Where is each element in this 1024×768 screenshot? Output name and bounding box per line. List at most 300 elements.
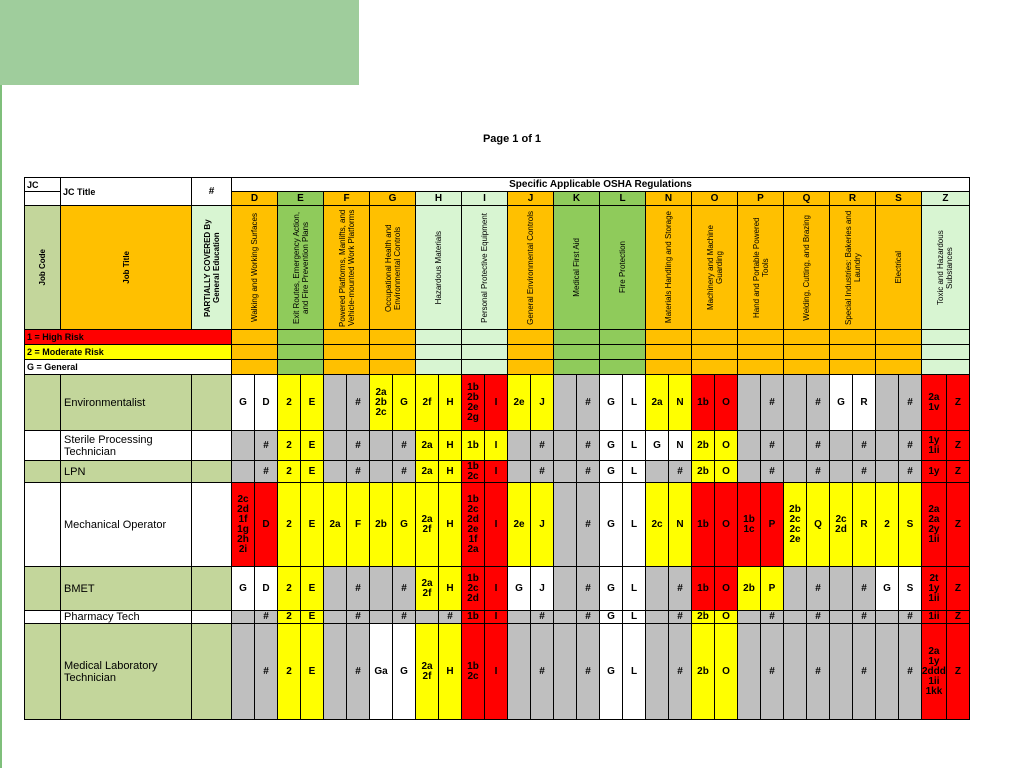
- risk-cell: E: [301, 624, 324, 720]
- risk-cell: Ga: [370, 624, 393, 720]
- group-name-r-label: Special Industries: Bakeries and Laundry: [843, 210, 862, 325]
- risk-cell: 2a 2f: [416, 624, 439, 720]
- risk-cell: [646, 624, 669, 720]
- legend-fill: [692, 345, 738, 360]
- risk-cell: #: [761, 375, 784, 431]
- table-row: [25, 567, 970, 611]
- group-name-k-label: Medical First Aid: [572, 238, 581, 297]
- group-letter-k: K: [554, 192, 600, 206]
- risk-cell: #: [669, 567, 692, 611]
- legend-fill: [600, 330, 646, 345]
- risk-cell: #: [853, 611, 876, 624]
- risk-cell: #: [899, 461, 922, 483]
- legend-fill: [416, 360, 462, 375]
- risk-cell: Z: [946, 461, 969, 483]
- risk-cell: [554, 375, 577, 431]
- risk-cell: O: [715, 483, 738, 567]
- group-name-i: [462, 206, 508, 330]
- risk-cell: 2b: [692, 461, 715, 483]
- group-letter-n: N: [646, 192, 692, 206]
- risk-cell: G: [600, 624, 623, 720]
- risk-cell: #: [577, 567, 600, 611]
- risk-cell: E: [301, 375, 324, 431]
- risk-cell: G: [600, 611, 623, 624]
- group-name-j-label: General Environmental Controls: [526, 210, 535, 325]
- risk-cell: N: [669, 483, 692, 567]
- risk-cell: #: [577, 624, 600, 720]
- job-code-cell: [25, 483, 61, 567]
- risk-cell: [738, 375, 761, 431]
- risk-cell: 2c 2d: [830, 483, 853, 567]
- risk-cell: [830, 461, 853, 483]
- risk-cell: D: [255, 567, 278, 611]
- group-name-p: [738, 206, 784, 330]
- legend-fill: [232, 345, 278, 360]
- risk-cell: [830, 431, 853, 461]
- risk-cell: I: [485, 431, 508, 461]
- table-row: [25, 431, 970, 461]
- risk-cell: 2b: [738, 567, 761, 611]
- group-name-n-label: Materials Handling and Storage: [664, 211, 673, 324]
- risk-cell: #: [807, 567, 830, 611]
- risk-cell: 2: [278, 483, 301, 567]
- osha-matrix-table: [24, 177, 970, 720]
- risk-cell: #: [899, 431, 922, 461]
- risk-cell: I: [485, 375, 508, 431]
- risk-cell: #: [807, 375, 830, 431]
- legend-fill: [554, 345, 600, 360]
- risk-cell: E: [301, 431, 324, 461]
- risk-cell: O: [715, 461, 738, 483]
- risk-cell: #: [853, 431, 876, 461]
- risk-cell: 2b: [692, 611, 715, 624]
- group-letter-g: G: [370, 192, 416, 206]
- risk-cell: H: [439, 483, 462, 567]
- header-jc: JC: [25, 178, 61, 192]
- legend-fill: [324, 360, 370, 375]
- risk-cell: 2c 2d 1f 1g 2h 2i: [232, 483, 255, 567]
- risk-cell: [370, 461, 393, 483]
- risk-cell: O: [715, 567, 738, 611]
- risk-cell: P: [761, 567, 784, 611]
- group-name-f: [324, 206, 370, 330]
- risk-cell: #: [347, 431, 370, 461]
- risk-cell: H: [439, 431, 462, 461]
- risk-cell: L: [623, 567, 646, 611]
- job-code-cell: [25, 611, 61, 624]
- risk-cell: #: [347, 461, 370, 483]
- risk-cell: #: [347, 567, 370, 611]
- risk-cell: #: [393, 461, 416, 483]
- group-letter-o: O: [692, 192, 738, 206]
- risk-cell: 2b 2c 2c 2e: [784, 483, 807, 567]
- risk-cell: 1b 1c: [738, 483, 761, 567]
- legend-fill: [462, 360, 508, 375]
- risk-cell: 2a 2a 2y 1ii: [922, 483, 947, 567]
- risk-cell: 2: [278, 431, 301, 461]
- risk-cell: [508, 431, 531, 461]
- table-row: [25, 375, 970, 431]
- risk-cell: [830, 624, 853, 720]
- risk-cell: Z: [946, 567, 969, 611]
- job-code-header-label: Job Code: [38, 249, 47, 286]
- risk-cell: 1b: [692, 483, 715, 567]
- risk-cell: 2f: [416, 375, 439, 431]
- group-name-q-label: Welding, Cutting, and Brazing: [802, 214, 811, 321]
- group-name-n: [646, 206, 692, 330]
- group-letter-d: D: [232, 192, 278, 206]
- group-name-e: [278, 206, 324, 330]
- risk-cell: N: [669, 375, 692, 431]
- risk-cell: Z: [946, 375, 969, 431]
- risk-cell: [232, 431, 255, 461]
- legend-fill: [278, 330, 324, 345]
- risk-cell: G: [232, 567, 255, 611]
- risk-cell: E: [301, 483, 324, 567]
- risk-cell: 1b 2c 2d 2e 1f 2a: [462, 483, 485, 567]
- legend-fill: [600, 360, 646, 375]
- legend-fill: [462, 330, 508, 345]
- partially-covered-cell: [192, 483, 232, 567]
- legend-fill: [738, 360, 784, 375]
- risk-cell: [784, 431, 807, 461]
- risk-cell: N: [669, 431, 692, 461]
- legend-fill: [646, 345, 692, 360]
- risk-cell: [646, 611, 669, 624]
- risk-cell: #: [347, 375, 370, 431]
- risk-cell: [508, 624, 531, 720]
- group-name-h: [416, 206, 462, 330]
- legend-fill: [554, 360, 600, 375]
- legend-fill: [876, 360, 922, 375]
- risk-cell: #: [669, 461, 692, 483]
- risk-cell: #: [255, 461, 278, 483]
- risk-cell: G: [600, 567, 623, 611]
- risk-cell: I: [485, 461, 508, 483]
- legend-fill: [370, 360, 416, 375]
- legend-fill: [416, 330, 462, 345]
- group-letter-r: R: [830, 192, 876, 206]
- risk-cell: E: [301, 461, 324, 483]
- legend-fill: [784, 360, 830, 375]
- risk-cell: #: [899, 375, 922, 431]
- group-name-f-label: Powered Platforms, Manlifts, and Vehicle-mounted Work Platforms: [337, 208, 356, 327]
- job-title-cell: Environmentalist: [61, 375, 192, 431]
- table-row: [25, 611, 970, 624]
- page-label: Page 1 of 1: [482, 133, 542, 145]
- job-title-cell: Sterile Processing Technician: [61, 431, 192, 461]
- risk-cell: [554, 624, 577, 720]
- risk-cell: L: [623, 461, 646, 483]
- risk-cell: #: [577, 375, 600, 431]
- partially-covered-header-label: PARTIALLY COVERED By General Education: [202, 218, 221, 317]
- group-name-s-label: Electrical: [894, 251, 903, 284]
- risk-cell: 2a: [416, 431, 439, 461]
- specific-osha-title: Specific Applicable OSHA Regulations: [232, 178, 970, 192]
- legend-fill: [784, 330, 830, 345]
- group-name-l-label: Fire Protection: [618, 241, 627, 294]
- risk-cell: I: [485, 483, 508, 567]
- risk-cell: D: [255, 375, 278, 431]
- group-name-q: [784, 206, 830, 330]
- group-name-h-label: Hazardous Materials: [434, 230, 443, 305]
- risk-cell: G: [600, 461, 623, 483]
- risk-cell: Z: [946, 483, 969, 567]
- risk-cell: G: [830, 375, 853, 431]
- risk-cell: #: [807, 431, 830, 461]
- risk-cell: #: [853, 624, 876, 720]
- risk-cell: [554, 483, 577, 567]
- risk-cell: [830, 567, 853, 611]
- risk-cell: 2a 2f: [416, 567, 439, 611]
- risk-cell: [370, 567, 393, 611]
- risk-cell: 1y 1ii: [922, 431, 947, 461]
- risk-cell: [324, 624, 347, 720]
- risk-cell: [416, 611, 439, 624]
- risk-cell: [738, 624, 761, 720]
- risk-cell: 2: [278, 624, 301, 720]
- group-name-e-label: Exit Routes, Emergency Action, and Fire Prevention Plans: [291, 211, 310, 324]
- risk-cell: 2a 1v: [922, 375, 947, 431]
- risk-cell: G: [600, 375, 623, 431]
- risk-cell: [876, 624, 899, 720]
- job-title-header: [61, 206, 192, 330]
- risk-cell: #: [393, 431, 416, 461]
- risk-cell: [324, 431, 347, 461]
- group-name-z: [922, 206, 970, 330]
- risk-cell: O: [715, 611, 738, 624]
- risk-cell: O: [715, 624, 738, 720]
- job-code-cell: [25, 461, 61, 483]
- legend-fill: [278, 345, 324, 360]
- risk-cell: H: [439, 624, 462, 720]
- group-name-r: [830, 206, 876, 330]
- risk-cell: #: [577, 431, 600, 461]
- partially-covered-header: [192, 206, 232, 330]
- risk-cell: [876, 431, 899, 461]
- risk-cell: 2a 1y 2ddd 1ii 1kk: [922, 624, 947, 720]
- risk-cell: G: [508, 567, 531, 611]
- group-name-o-label: Machinery and Machine Guarding: [705, 225, 724, 310]
- group-name-s: [876, 206, 922, 330]
- partially-covered-cell: [192, 375, 232, 431]
- risk-cell: [554, 611, 577, 624]
- legend-fill: [738, 330, 784, 345]
- risk-cell: [646, 461, 669, 483]
- legend-fill: [692, 330, 738, 345]
- group-name-o: [692, 206, 738, 330]
- legend-fill: [738, 345, 784, 360]
- risk-cell: #: [255, 624, 278, 720]
- group-name-d-label: Walking and Working Surfaces: [250, 213, 259, 322]
- group-name-j: [508, 206, 554, 330]
- risk-cell: [646, 567, 669, 611]
- risk-cell: 2: [876, 483, 899, 567]
- risk-cell: G: [393, 624, 416, 720]
- risk-cell: #: [807, 611, 830, 624]
- risk-cell: R: [853, 375, 876, 431]
- group-letter-z: Z: [922, 192, 970, 206]
- risk-cell: [876, 375, 899, 431]
- legend-fill: [416, 345, 462, 360]
- job-code-cell: [25, 624, 61, 720]
- risk-cell: #: [761, 431, 784, 461]
- table-row: [25, 461, 970, 483]
- job-title-cell: BMET: [61, 567, 192, 611]
- risk-cell: 2: [278, 611, 301, 624]
- risk-cell: [324, 375, 347, 431]
- risk-cell: Z: [946, 611, 969, 624]
- risk-cell: 1b 2c: [462, 624, 485, 720]
- risk-cell: 2c: [646, 483, 669, 567]
- legend-fill: [646, 330, 692, 345]
- job-title-cell: Pharmacy Tech: [61, 611, 192, 624]
- risk-cell: G: [232, 375, 255, 431]
- job-title-header-label: Job Title: [121, 251, 131, 284]
- legend-fill: [508, 345, 554, 360]
- risk-cell: D: [255, 483, 278, 567]
- risk-cell: 1y: [922, 461, 947, 483]
- risk-cell: #: [393, 611, 416, 624]
- risk-cell: [784, 567, 807, 611]
- group-letter-f: F: [324, 192, 370, 206]
- risk-cell: 2b: [692, 624, 715, 720]
- job-code-cell: [25, 567, 61, 611]
- risk-cell: 2: [278, 567, 301, 611]
- risk-cell: 2e: [508, 483, 531, 567]
- risk-cell: #: [807, 461, 830, 483]
- risk-cell: [554, 431, 577, 461]
- group-letter-p: P: [738, 192, 784, 206]
- job-title-cell: Mechanical Operator: [61, 483, 192, 567]
- risk-cell: 1ii: [922, 611, 947, 624]
- risk-cell: #: [531, 461, 554, 483]
- risk-cell: #: [899, 624, 922, 720]
- risk-cell: L: [623, 483, 646, 567]
- legend-fill: [324, 330, 370, 345]
- legend-fill: [646, 360, 692, 375]
- risk-cell: O: [715, 375, 738, 431]
- group-name-g: [370, 206, 416, 330]
- partially-covered-cell: [192, 567, 232, 611]
- risk-cell: G: [646, 431, 669, 461]
- risk-cell: [370, 431, 393, 461]
- risk-cell: J: [531, 375, 554, 431]
- group-name-k: [554, 206, 600, 330]
- risk-cell: 1b: [462, 611, 485, 624]
- risk-cell: #: [577, 611, 600, 624]
- risk-cell: 2b: [692, 431, 715, 461]
- risk-cell: [324, 461, 347, 483]
- risk-cell: I: [485, 611, 508, 624]
- partially-covered-cell: [192, 461, 232, 483]
- risk-cell: [784, 375, 807, 431]
- risk-cell: 2a: [324, 483, 347, 567]
- legend-fill: [692, 360, 738, 375]
- job-title-cell: LPN: [61, 461, 192, 483]
- legend-fill: [554, 330, 600, 345]
- group-letter-e: E: [278, 192, 324, 206]
- legend-fill: [830, 345, 876, 360]
- risk-cell: #: [899, 611, 922, 624]
- risk-cell: #: [255, 431, 278, 461]
- risk-cell: 1b 2b 2e 2g: [462, 375, 485, 431]
- group-letter-q: Q: [784, 192, 830, 206]
- legend-fill: [876, 345, 922, 360]
- legend-fill: [508, 330, 554, 345]
- risk-cell: #: [531, 624, 554, 720]
- risk-cell: [232, 624, 255, 720]
- risk-cell: L: [623, 611, 646, 624]
- risk-cell: #: [531, 431, 554, 461]
- risk-cell: [554, 461, 577, 483]
- partially-covered-cell: [192, 624, 232, 720]
- legend-fill: [508, 360, 554, 375]
- legend-item: 2 = Moderate Risk: [25, 345, 232, 360]
- risk-cell: #: [807, 624, 830, 720]
- risk-cell: G: [600, 483, 623, 567]
- risk-cell: E: [301, 611, 324, 624]
- risk-cell: #: [255, 611, 278, 624]
- legend-fill: [922, 345, 970, 360]
- legend-fill: [922, 330, 970, 345]
- group-letter-i: I: [462, 192, 508, 206]
- risk-cell: 2t 1y 1ii: [922, 567, 947, 611]
- risk-cell: [876, 611, 899, 624]
- legend-fill: [462, 345, 508, 360]
- legend-fill: [784, 345, 830, 360]
- risk-cell: 2a 2b 2c: [370, 375, 393, 431]
- risk-cell: 2: [278, 375, 301, 431]
- risk-cell: [784, 624, 807, 720]
- risk-cell: [554, 567, 577, 611]
- risk-cell: H: [439, 375, 462, 431]
- risk-cell: #: [439, 611, 462, 624]
- job-code-header: [25, 206, 61, 330]
- partially-covered-cell: [192, 431, 232, 461]
- table-row: [25, 624, 970, 720]
- risk-cell: [738, 461, 761, 483]
- risk-cell: P: [761, 483, 784, 567]
- risk-cell: F: [347, 483, 370, 567]
- risk-cell: E: [301, 567, 324, 611]
- risk-cell: #: [347, 611, 370, 624]
- group-letter-l: L: [600, 192, 646, 206]
- group-letter-j: J: [508, 192, 554, 206]
- risk-cell: Z: [946, 431, 969, 461]
- legend-fill: [922, 360, 970, 375]
- legend-fill: [830, 330, 876, 345]
- legend-fill: [370, 345, 416, 360]
- risk-cell: [508, 611, 531, 624]
- risk-cell: J: [531, 483, 554, 567]
- risk-cell: #: [853, 461, 876, 483]
- risk-cell: [738, 611, 761, 624]
- risk-cell: 1b: [462, 431, 485, 461]
- risk-cell: 2: [278, 461, 301, 483]
- risk-cell: 1b: [692, 567, 715, 611]
- risk-cell: L: [623, 624, 646, 720]
- legend-fill: [370, 330, 416, 345]
- legend-fill: [830, 360, 876, 375]
- legend-fill: [232, 360, 278, 375]
- risk-cell: 2a: [416, 461, 439, 483]
- risk-cell: G: [600, 431, 623, 461]
- risk-cell: #: [761, 624, 784, 720]
- risk-cell: [738, 431, 761, 461]
- risk-cell: [370, 611, 393, 624]
- group-letter-h: H: [416, 192, 462, 206]
